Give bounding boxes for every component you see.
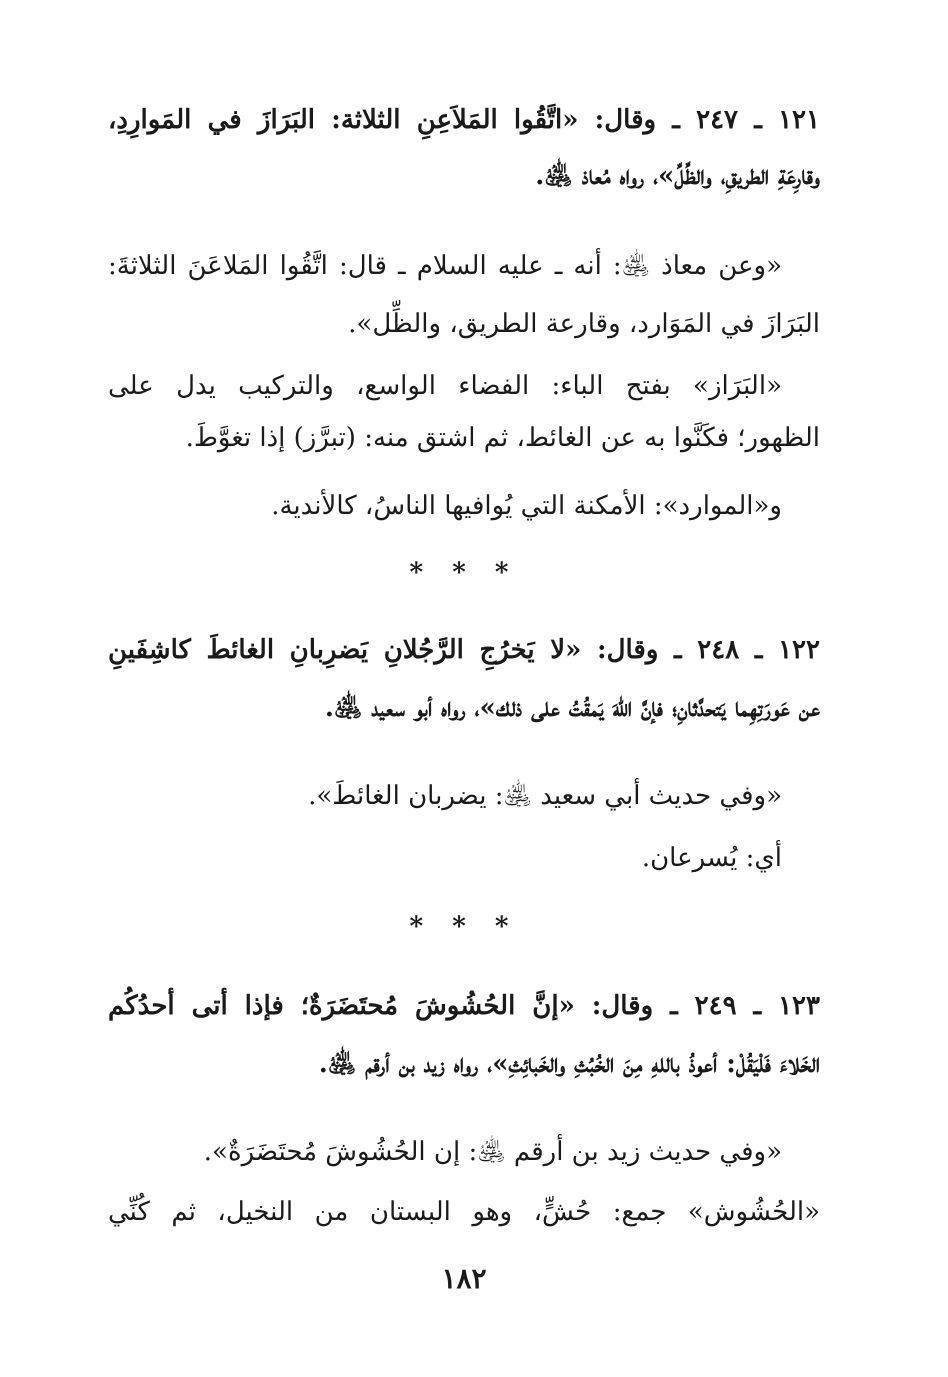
commentary-122-line-2: أي: يُسرعان. <box>641 843 782 873</box>
hadith-122-line-2: عن عَورَتِهِما يَتحدَّثانِ؛ فإنَّ اللهَ يَمقُتُ على ذلك»، رواه أبو سعيد ﵁. <box>324 693 820 723</box>
commentary-121-line-3: «البَرَاز» بفتح الباء: الفضاء الواسع، والتركيب يدل على <box>108 371 782 401</box>
commentary-123-line-1: «وفي حديث زيد بن أرقم ﵁: إن الحُشُوشَ مُحتَضَرَةٌ». <box>203 1137 782 1167</box>
hadith-123-line-1: ١٢٣ ـ ٢٤٩ ـ وقال: «إنَّ الحُشُوشَ مُحتَضَرَةٌ؛ فإذا أتى أحدُكُم <box>108 991 820 1021</box>
hadith-121-line-2: وقارِعَةِ الطريقِ، والظِّلِّ»، رواه مُعاذ ﵁. <box>535 161 820 191</box>
hadith-123-line-2: الخَلاءَ فَلْيَقُلْ: أعوذُ باللهِ مِنَ الخُبُثِ والخَبائِثِ»، رواه زيد بن أرقم ﵁. <box>318 1049 820 1079</box>
section-separator-1: * * * <box>409 558 519 588</box>
commentary-121-line-2: البَرَازَ في المَوَارد، وقارعة الطريق، والظِّل». <box>348 309 820 339</box>
page-number: ١٨٢ <box>441 1262 487 1295</box>
commentary-123-line-2: «الحُشُوش» جمع: حُشٍّ، وهو البستان من النخيل، ثم كُنِّي <box>108 1197 820 1227</box>
section-separator-2: * * * <box>409 912 519 942</box>
commentary-121-line-5: و«الموارد»: الأمكنة التي يُوافيها الناسُ، كالأندية. <box>271 491 782 521</box>
commentary-121-line-4: الظهور؛ فكَنَّوا به عن الغائط، ثم اشتق منه: (تبرَّز) إذا تغوَّطَ. <box>185 423 820 453</box>
hadith-121-line-1: ١٢١ ـ ٢٤٧ ـ وقال: «اتَّقُوا المَلاَعِنِ الثلاثة: البَرَازَ في المَوارِدِ، <box>108 105 820 135</box>
commentary-122-line-1: «وفي حديث أبي سعيد ﵁: يضربان الغائطَ». <box>308 781 782 811</box>
hadith-122-line-1: ١٢٢ ـ ٢٤٨ ـ وقال: «لا يَخرُجِ الرَّجُلانِ يَضرِبانِ الغائطَ كاشِفَينِ <box>108 635 820 665</box>
commentary-121-line-1: «وعن معاذ ﵁: أنه ـ عليه السلام ـ قال: اتَّقُوا المَلاعَنَ الثلاثةَ: <box>108 251 782 281</box>
